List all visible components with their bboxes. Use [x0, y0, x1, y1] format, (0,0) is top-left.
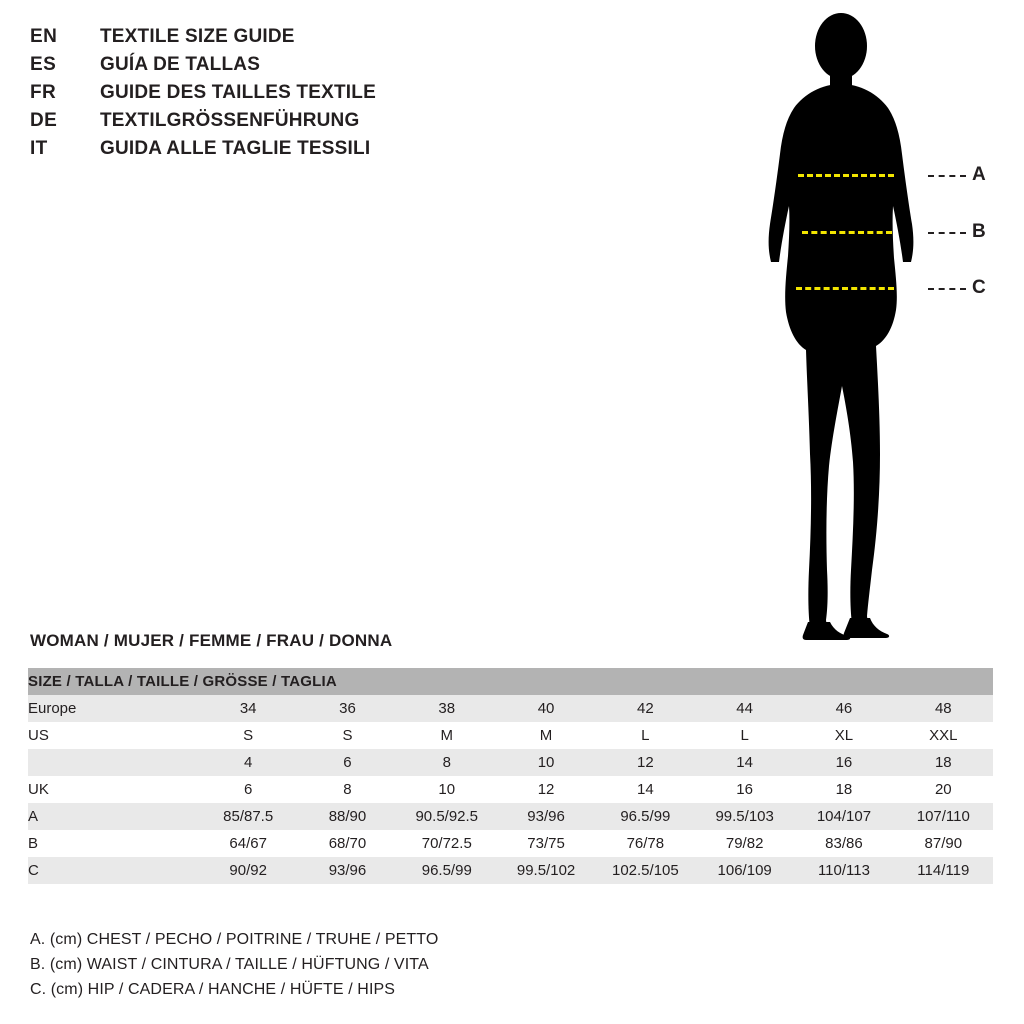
marker-label-c: C	[972, 277, 986, 298]
row-label	[28, 749, 199, 776]
language-title: TEXTILGRÖSSENFÜHRUNG	[100, 110, 360, 131]
table-cell: 42	[637, 700, 654, 717]
chest-leader-line	[928, 175, 966, 177]
language-title: GUÍA DE TALLAS	[100, 54, 261, 75]
table-cell: 46	[835, 700, 853, 717]
table-cell: M	[440, 727, 453, 744]
table-cell: 14	[637, 781, 654, 798]
row-label: UK	[28, 781, 49, 798]
female-body-figure	[700, 10, 1010, 640]
table-cell: L	[641, 727, 650, 744]
table-cell: 6	[343, 754, 352, 771]
legend-note-b: B. (cm) WAIST / CINTURA / TAILLE / HÜFTUNG / VITA	[30, 956, 429, 973]
table-cell: 48	[934, 700, 952, 717]
measurement-legend	[30, 931, 730, 1006]
table-cell: 8	[343, 781, 352, 798]
table-cell: 96.5/99	[421, 862, 472, 879]
table-cell: 87/90	[924, 835, 963, 852]
table-cell: 10	[537, 754, 555, 771]
table-cell: 4	[243, 754, 253, 771]
table-cell: 90/92	[229, 862, 267, 879]
table-row	[28, 776, 993, 803]
table-cell: 106/109	[717, 862, 772, 879]
row-label: US	[28, 727, 49, 744]
language-row	[30, 54, 650, 82]
table-cell: 85/87.5	[223, 808, 274, 825]
language-code: DE	[30, 110, 58, 131]
table-cell: 88/90	[328, 808, 367, 825]
table-cell: 70/72.5	[421, 835, 472, 852]
table-cell: 40	[537, 700, 555, 717]
language-title: GUIDE DES TAILLES TEXTILE	[100, 82, 376, 103]
row-label: C	[28, 862, 39, 879]
table-cell: 38	[438, 700, 456, 717]
language-row	[30, 110, 650, 138]
table-cell: 34	[239, 700, 257, 717]
row-label: A	[28, 808, 39, 825]
table-cell: S	[342, 727, 353, 744]
table-cell: 14	[736, 754, 753, 771]
table-cell: 73/75	[527, 835, 565, 852]
table-cell: 90.5/92.5	[415, 808, 479, 825]
section-title: WOMAN / MUJER / FEMME / FRAU / DONNA	[30, 631, 393, 650]
hip-measure-line	[796, 287, 894, 290]
table-cell: 12	[637, 754, 654, 771]
table-header-row	[28, 668, 993, 695]
table-cell: 102.5/105	[611, 862, 679, 879]
table-cell: 44	[736, 700, 753, 717]
table-cell: 107/110	[916, 808, 970, 825]
table-cell: 96.5/99	[620, 808, 671, 825]
language-code: ES	[30, 54, 57, 75]
chest-measure-line	[798, 174, 894, 177]
table-row	[28, 857, 993, 884]
table-row	[28, 749, 993, 776]
row-label: B	[28, 835, 39, 852]
table-cell: 20	[934, 781, 952, 798]
legend-note-a: A. (cm) CHEST / PECHO / POITRINE / TRUHE / PETTO	[30, 931, 439, 948]
table-cell: 104/107	[816, 808, 872, 825]
table-row	[28, 803, 993, 830]
table-cell: 36	[339, 700, 356, 717]
table-cell: XL	[834, 727, 854, 744]
table-cell: 68/70	[328, 835, 367, 852]
hip-leader-line	[928, 288, 966, 290]
body-silhouette-icon	[700, 10, 1010, 640]
language-title-list	[30, 26, 650, 166]
table-row	[28, 830, 993, 857]
table-cell: 76/78	[626, 835, 665, 852]
table-header-label: SIZE / TALLA / TAILLE / GRÖSSE / TAGLIA	[28, 673, 337, 690]
table-cell: 6	[243, 781, 253, 798]
table-cell: 83/86	[825, 835, 863, 852]
table-cell: 93/96	[328, 862, 367, 879]
table-cell: 18	[934, 754, 952, 771]
waist-leader-line	[928, 232, 966, 234]
language-row	[30, 26, 650, 54]
table-cell: XXL	[929, 727, 958, 744]
table-cell: 10	[438, 781, 456, 798]
size-chart-table	[28, 668, 993, 884]
legend-note-c: C. (cm) HIP / CADERA / HANCHE / HÜFTE / HIPS	[30, 981, 396, 998]
table-cell: 110/113	[817, 862, 870, 879]
table-cell: 93/96	[527, 808, 565, 825]
language-code: IT	[30, 138, 48, 159]
table-cell: 8	[442, 754, 451, 771]
marker-label-b: B	[972, 221, 986, 242]
language-title: GUIDA ALLE TAGLIE TESSILI	[100, 138, 371, 159]
table-cell: 18	[835, 781, 853, 798]
table-cell: 16	[736, 781, 753, 798]
table-cell: 16	[835, 754, 853, 771]
table-cell: 99.5/103	[715, 808, 774, 825]
language-code: FR	[30, 82, 57, 103]
marker-label-a: A	[972, 164, 986, 185]
table-cell: M	[539, 727, 553, 744]
table-cell: S	[243, 727, 254, 744]
language-code: EN	[30, 26, 58, 47]
table-cell: 99.5/102	[516, 862, 576, 879]
row-label: Europe	[28, 700, 77, 717]
table-cell: 64/67	[229, 835, 267, 852]
waist-measure-line	[802, 231, 892, 234]
table-cell: L	[740, 727, 749, 744]
table-cell: 114/119	[917, 862, 970, 879]
language-row	[30, 138, 650, 166]
table-row	[28, 722, 993, 749]
table-row	[28, 695, 993, 722]
table-cell: 12	[537, 781, 555, 798]
table-cell: 79/82	[725, 835, 764, 852]
language-row	[30, 82, 650, 110]
language-title: TEXTILE SIZE GUIDE	[100, 26, 295, 47]
